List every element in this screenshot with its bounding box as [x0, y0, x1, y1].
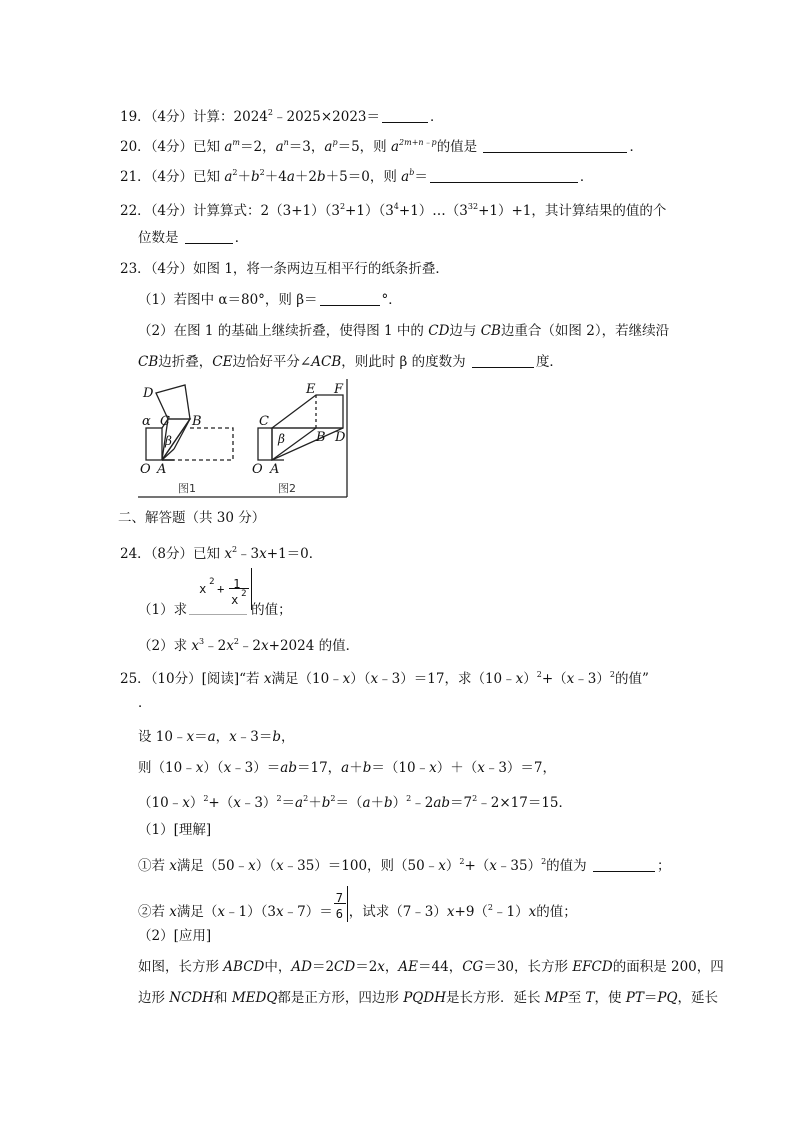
q25-line4: 如图，长方形 ABCD中，AD＝2CD＝2x，AE＝44，CG＝30，长方形 EFCD的面积是 200，四 — [138, 959, 724, 975]
fig2-label-O: O — [252, 462, 263, 477]
fig1-caption: 图1 — [178, 482, 196, 495]
fig2-caption: 图2 — [278, 482, 296, 495]
fraction-7-6: $\frac{7}{6}$ — [333, 902, 349, 922]
q25-part1-heading: （1）[理解] — [138, 822, 212, 838]
folding-figure — [138, 379, 348, 498]
fraction-expr: x 2 + 1 x 2 — [187, 606, 251, 626]
question-23-part1: （1）若图中 α＝80°，则 β＝ °． — [138, 292, 402, 308]
question-24-part2: （2）求 $x^3﹣2x^2﹣2x+2024$ 的值． — [138, 637, 360, 654]
answer-blank[interactable] — [320, 291, 380, 306]
question-22-cont: 位数是 ． — [138, 230, 249, 246]
fig2-label-F: F — [334, 382, 344, 397]
q25-line5: 边形 NCDH和 MEDQ都是正方形，四边形 PQDH是长方形．延长 MP至 T，使 PT＝PQ，延长 — [138, 990, 719, 1006]
fig1-label-beta: β — [165, 434, 172, 448]
fig1-strip-end — [146, 428, 162, 460]
q25-part2-heading: （2）[应用] — [138, 928, 212, 944]
question-23: 23．（4分）如图 1，将一条两边互相平行的纸条折叠． — [120, 261, 449, 277]
question-25: 25．（10分）[阅读]“若 x满足（10﹣x）（x﹣3）＝17，求（10﹣x）$^2$+（x﹣3）$^2$的值” — [120, 670, 649, 687]
fig1-label-C: C — [160, 414, 170, 429]
q25-dot: ． — [138, 695, 152, 711]
fig2-label-C: C — [259, 414, 269, 429]
q25-line2: 则（10﹣x）（x﹣3）＝ab＝17，a＋b＝（10﹣x）＋（x﹣3）＝7， — [138, 760, 557, 776]
fig1-label-A: A — [157, 462, 167, 477]
answer-blank[interactable] — [430, 168, 578, 183]
q25-case1: ①若 x满足（50﹣x）（x﹣35）＝100，则（50﹣x）$^2$+（x﹣35）$^2$的值为 ； — [138, 857, 671, 874]
q25-line1: 设 10﹣x＝a，x﹣3＝b， — [138, 729, 295, 745]
fig1-label-alpha: α — [142, 414, 151, 429]
question-24: 24．（8分）已知 $x^2﹣3x+1=0$． — [120, 545, 323, 562]
fig2-label-D: D — [335, 430, 346, 445]
fig2-label-beta: β — [278, 432, 285, 446]
answer-blank[interactable] — [593, 857, 655, 872]
fig2-fold-strip — [272, 395, 343, 428]
answer-blank[interactable] — [483, 138, 627, 153]
fig1-label-B: B — [192, 414, 202, 429]
fig2-label-B: B — [316, 430, 326, 445]
fig2-label-E: E — [306, 382, 316, 397]
q25-case2: ②若 x满足（x﹣1）（3x﹣7）＝ $\frac{7}{6}$ ，试求（7﹣3）x+9（$^2$﹣1）x的值； — [138, 898, 577, 922]
question-22: 22．（4分）计算算式：$2(3+1)(3^2+1)(3^4+1)\dots(3^{32}+1)+1$，其计算结果的值的个 — [120, 202, 667, 219]
question-21: 21．（4分）已知 $a^2+b^2+4a+2b+5=0$，则 $a^b=$ ． — [120, 168, 594, 185]
question-19: 19．（4分）计算：$2024^2﹣2025\times 2023=$ ． — [120, 108, 444, 125]
fig2-strip-end — [258, 428, 272, 460]
answer-blank[interactable] — [382, 108, 428, 123]
question-20: 20．（4分）已知 $a^m=2$，$a^n=3$，$a^p=5$，则 $a^{2m+n﹣p}$的值是 ． — [120, 138, 643, 155]
fig1-label-D: D — [143, 386, 154, 401]
answer-blank[interactable] — [185, 229, 233, 244]
question-23-part2-cont: CB边折叠，CE边恰好平分∠ACB，则此时 β 的度数为 度． — [138, 354, 563, 370]
section-2-heading: 二、解答题（共 30 分） — [118, 510, 266, 526]
q25-line3: $(10﹣x)^2+(x﹣3)^2=a^2+b^2=(a+b)^2﹣2ab=7^2﹣2\times 17=15$． — [138, 794, 572, 811]
question-23-part2: （2）在图 1 的基础上继续折叠，使得图 1 中的 CD边与 CB边重合（如图 2），若继续沿 — [138, 323, 670, 339]
fig1-label-O: O — [140, 462, 151, 477]
fig2-label-A: A — [270, 462, 280, 477]
answer-blank[interactable] — [472, 353, 534, 368]
question-24-part1: （1）求 x 2 + 1 x 2 的值； — [138, 600, 292, 626]
